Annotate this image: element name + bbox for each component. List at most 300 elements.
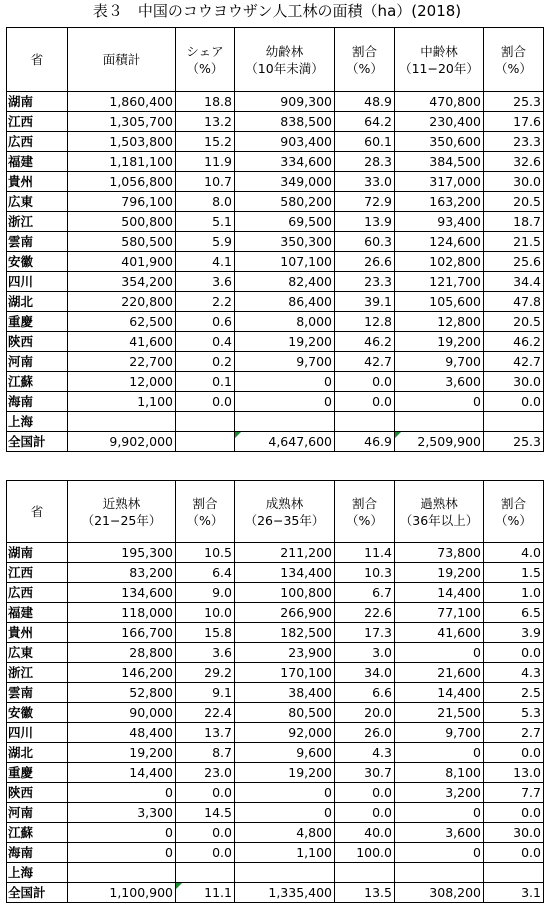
value-cell: 15.2 xyxy=(176,132,235,152)
value-cell: 28.3 xyxy=(335,152,395,172)
value-cell: 182,500 xyxy=(235,623,335,643)
table-row xyxy=(7,683,544,703)
province-cell: 雲南 xyxy=(7,683,68,703)
value-cell: 64.2 xyxy=(335,112,395,132)
province-cell: 陝西 xyxy=(7,783,68,803)
province-cell: 湖南 xyxy=(7,543,68,563)
value-cell: 100.0 xyxy=(335,843,395,863)
table-row xyxy=(7,603,544,623)
value-cell: 3.9 xyxy=(484,623,544,643)
value-cell: 796,100 xyxy=(68,192,176,212)
value-cell: 18.7 xyxy=(484,212,544,232)
value-cell: 163,200 xyxy=(395,192,484,212)
value-cell: 0.0 xyxy=(484,392,544,412)
value-cell: 19,200 xyxy=(395,563,484,583)
value-cell: 10.0 xyxy=(176,603,235,623)
province-cell: 重慶 xyxy=(7,763,68,783)
value-cell: 2,509,900 xyxy=(395,432,484,452)
column-header: 省 xyxy=(7,481,68,543)
value-cell: 34.4 xyxy=(484,272,544,292)
value-cell: 30.7 xyxy=(335,763,395,783)
value-cell: 25.3 xyxy=(484,432,544,452)
value-cell: 83,200 xyxy=(68,563,176,583)
table-row xyxy=(7,232,544,252)
table-row xyxy=(7,312,544,332)
value-cell: 8.0 xyxy=(176,192,235,212)
province-cell: 河南 xyxy=(7,803,68,823)
value-cell: 838,500 xyxy=(235,112,335,132)
value-cell: 1.5 xyxy=(484,563,544,583)
table-row xyxy=(7,412,544,432)
value-cell xyxy=(395,412,484,432)
value-cell xyxy=(176,412,235,432)
province-cell: 江西 xyxy=(7,563,68,583)
table-row xyxy=(7,92,544,112)
value-cell: 350,600 xyxy=(395,132,484,152)
column-header: 割合 （%） xyxy=(335,28,395,92)
table-row xyxy=(7,743,544,763)
value-cell: 86,400 xyxy=(235,292,335,312)
value-cell: 60.3 xyxy=(335,232,395,252)
value-cell: 0 xyxy=(395,843,484,863)
value-cell: 0.1 xyxy=(176,372,235,392)
value-cell: 1.0 xyxy=(484,583,544,603)
table-row xyxy=(7,132,544,152)
value-cell: 48,400 xyxy=(68,723,176,743)
province-cell: 上海 xyxy=(7,412,68,432)
table-row xyxy=(7,372,544,392)
value-cell: 124,600 xyxy=(395,232,484,252)
value-cell: 6.7 xyxy=(335,583,395,603)
value-cell: 1,100 xyxy=(235,843,335,863)
value-cell: 10.7 xyxy=(176,172,235,192)
value-cell: 1,100 xyxy=(68,392,176,412)
value-cell: 19,200 xyxy=(395,332,484,352)
table-row xyxy=(7,172,544,192)
value-cell: 1,860,400 xyxy=(68,92,176,112)
table-row xyxy=(7,623,544,643)
province-cell: 海南 xyxy=(7,392,68,412)
value-cell: 8,100 xyxy=(395,763,484,783)
province-cell: 上海 xyxy=(7,863,68,883)
value-cell: 9,700 xyxy=(235,352,335,372)
value-cell: 266,900 xyxy=(235,603,335,623)
value-cell: 500,800 xyxy=(68,212,176,232)
value-cell: 1,305,700 xyxy=(68,112,176,132)
column-header: 成熟林 （26−35年） xyxy=(235,481,335,543)
value-cell: 6.6 xyxy=(335,683,395,703)
value-cell: 39.1 xyxy=(335,292,395,312)
table-body xyxy=(7,92,544,452)
province-cell: 重慶 xyxy=(7,312,68,332)
value-cell: 0.0 xyxy=(335,803,395,823)
value-cell: 0 xyxy=(235,803,335,823)
value-cell: 1,335,400 xyxy=(235,883,335,903)
value-cell: 26.6 xyxy=(335,252,395,272)
table-row xyxy=(7,723,544,743)
value-cell: 92,000 xyxy=(235,723,335,743)
value-cell: 9,700 xyxy=(395,723,484,743)
value-cell: 18.8 xyxy=(176,92,235,112)
value-cell: 15.8 xyxy=(176,623,235,643)
header-row xyxy=(7,481,544,543)
province-cell: 浙江 xyxy=(7,212,68,232)
value-cell: 48.9 xyxy=(335,92,395,112)
value-cell: 134,400 xyxy=(235,563,335,583)
column-header: 幼齢林 （10年未満） xyxy=(235,28,335,92)
value-cell: 3.0 xyxy=(335,643,395,663)
value-cell: 0 xyxy=(395,803,484,823)
value-cell: 0.0 xyxy=(176,392,235,412)
value-cell: 21.5 xyxy=(484,232,544,252)
column-header: 近熟林 （21−25年） xyxy=(68,481,176,543)
province-cell: 江西 xyxy=(7,112,68,132)
value-cell: 0.0 xyxy=(176,823,235,843)
value-cell: 73,800 xyxy=(395,543,484,563)
value-cell xyxy=(335,863,395,883)
value-cell: 580,500 xyxy=(68,232,176,252)
value-cell: 46.9 xyxy=(335,432,395,452)
value-cell xyxy=(484,863,544,883)
table-row xyxy=(7,292,544,312)
value-cell: 69,500 xyxy=(235,212,335,232)
value-cell: 25.6 xyxy=(484,252,544,272)
value-cell: 19,200 xyxy=(235,332,335,352)
value-cell: 14,400 xyxy=(395,683,484,703)
value-cell: 1,100,900 xyxy=(68,883,176,903)
province-cell: 全国計 xyxy=(7,432,68,452)
province-cell: 江蘇 xyxy=(7,372,68,392)
value-cell: 8,000 xyxy=(235,312,335,332)
value-cell: 30.0 xyxy=(484,372,544,392)
value-cell: 0 xyxy=(235,372,335,392)
value-cell xyxy=(235,863,335,883)
value-cell: 0.0 xyxy=(335,392,395,412)
table-row xyxy=(7,763,544,783)
value-cell: 2.2 xyxy=(176,292,235,312)
value-cell: 7.7 xyxy=(484,783,544,803)
value-cell: 28,800 xyxy=(68,643,176,663)
province-cell: 福建 xyxy=(7,152,68,172)
value-cell: 0.0 xyxy=(335,783,395,803)
value-cell: 11.4 xyxy=(335,543,395,563)
value-cell: 17.3 xyxy=(335,623,395,643)
value-cell: 0.2 xyxy=(176,352,235,372)
table-body xyxy=(7,543,544,903)
value-cell: 23.0 xyxy=(176,763,235,783)
table-row xyxy=(7,823,544,843)
value-cell: 23,900 xyxy=(235,643,335,663)
value-cell: 903,400 xyxy=(235,132,335,152)
table-row xyxy=(7,432,544,452)
value-cell: 4,800 xyxy=(235,823,335,843)
table-title: 表３ 中国のコウヨウザン人工林の面積（ha）(2018) xyxy=(92,2,462,20)
column-header: 割合 （%） xyxy=(484,481,544,543)
value-cell: 29.2 xyxy=(176,663,235,683)
value-cell: 0.6 xyxy=(176,312,235,332)
value-cell: 93,400 xyxy=(395,212,484,232)
value-cell: 0.0 xyxy=(176,843,235,863)
table-row xyxy=(7,783,544,803)
value-cell: 0.4 xyxy=(176,332,235,352)
province-cell: 広西 xyxy=(7,583,68,603)
value-cell: 17.6 xyxy=(484,112,544,132)
value-cell: 580,200 xyxy=(235,192,335,212)
value-cell: 105,600 xyxy=(395,292,484,312)
table-row xyxy=(7,192,544,212)
value-cell: 41,600 xyxy=(68,332,176,352)
province-cell: 陝西 xyxy=(7,332,68,352)
value-cell: 354,200 xyxy=(68,272,176,292)
value-cell: 10.5 xyxy=(176,543,235,563)
value-cell: 9.0 xyxy=(176,583,235,603)
province-cell: 福建 xyxy=(7,603,68,623)
value-cell: 4.3 xyxy=(484,663,544,683)
table-row xyxy=(7,563,544,583)
value-cell: 4.0 xyxy=(484,543,544,563)
value-cell: 107,100 xyxy=(235,252,335,272)
province-cell: 広西 xyxy=(7,132,68,152)
value-cell: 33.0 xyxy=(335,172,395,192)
table-row xyxy=(7,643,544,663)
value-cell: 40.0 xyxy=(335,823,395,843)
value-cell: 42.7 xyxy=(335,352,395,372)
value-cell: 46.2 xyxy=(484,332,544,352)
value-cell: 0 xyxy=(395,743,484,763)
value-cell: 72.9 xyxy=(335,192,395,212)
value-cell: 3,600 xyxy=(395,823,484,843)
value-cell: 0 xyxy=(395,392,484,412)
table-row xyxy=(7,112,544,132)
value-cell: 9,600 xyxy=(235,743,335,763)
value-cell: 4,647,600 xyxy=(235,432,335,452)
value-cell: 10.3 xyxy=(335,563,395,583)
column-header: 中齢林 （11−20年） xyxy=(395,28,484,92)
value-cell: 2.5 xyxy=(484,683,544,703)
column-header: 割合 （%） xyxy=(176,481,235,543)
value-cell: 146,200 xyxy=(68,663,176,683)
value-cell: 12,800 xyxy=(395,312,484,332)
value-cell: 21,500 xyxy=(395,703,484,723)
column-header: 面積計 xyxy=(68,28,176,92)
province-cell: 湖南 xyxy=(7,92,68,112)
value-cell: 3.6 xyxy=(176,643,235,663)
value-cell xyxy=(484,412,544,432)
province-cell: 貴州 xyxy=(7,172,68,192)
value-cell: 121,700 xyxy=(395,272,484,292)
province-cell: 広東 xyxy=(7,192,68,212)
value-cell: 60.1 xyxy=(335,132,395,152)
value-cell: 42.7 xyxy=(484,352,544,372)
value-cell: 13.0 xyxy=(484,763,544,783)
value-cell: 23.3 xyxy=(335,272,395,292)
province-cell: 浙江 xyxy=(7,663,68,683)
value-cell: 211,200 xyxy=(235,543,335,563)
value-cell: 0 xyxy=(68,783,176,803)
value-cell: 909,300 xyxy=(235,92,335,112)
value-cell: 5.3 xyxy=(484,703,544,723)
value-cell: 6.5 xyxy=(484,603,544,623)
province-cell: 貴州 xyxy=(7,623,68,643)
value-cell: 14,400 xyxy=(68,763,176,783)
value-cell: 52,800 xyxy=(68,683,176,703)
value-cell: 0.0 xyxy=(484,803,544,823)
province-cell: 四川 xyxy=(7,272,68,292)
value-cell: 1,503,800 xyxy=(68,132,176,152)
value-cell: 82,400 xyxy=(235,272,335,292)
province-cell: 安徽 xyxy=(7,703,68,723)
table-row xyxy=(7,843,544,863)
value-cell: 166,700 xyxy=(68,623,176,643)
value-cell: 47.8 xyxy=(484,292,544,312)
province-cell: 江蘇 xyxy=(7,823,68,843)
table-row xyxy=(7,272,544,292)
value-cell: 118,000 xyxy=(68,603,176,623)
province-cell: 海南 xyxy=(7,843,68,863)
value-cell: 0 xyxy=(235,392,335,412)
value-cell: 11.9 xyxy=(176,152,235,172)
table-row xyxy=(7,392,544,412)
value-cell: 0 xyxy=(68,823,176,843)
value-cell: 9,700 xyxy=(395,352,484,372)
value-cell: 80,500 xyxy=(235,703,335,723)
value-cell: 30.0 xyxy=(484,172,544,192)
value-cell: 317,000 xyxy=(395,172,484,192)
value-cell: 100,800 xyxy=(235,583,335,603)
value-cell: 22.6 xyxy=(335,603,395,623)
value-cell: 12,000 xyxy=(68,372,176,392)
value-cell: 22.4 xyxy=(176,703,235,723)
value-cell xyxy=(395,863,484,883)
value-cell: 13.9 xyxy=(335,212,395,232)
value-cell: 0 xyxy=(395,643,484,663)
value-cell: 26.0 xyxy=(335,723,395,743)
table-row xyxy=(7,332,544,352)
province-cell: 広東 xyxy=(7,643,68,663)
table-row xyxy=(7,352,544,372)
value-cell xyxy=(68,412,176,432)
value-cell: 13.5 xyxy=(335,883,395,903)
value-cell: 0 xyxy=(68,843,176,863)
value-cell: 14.5 xyxy=(176,803,235,823)
value-cell: 20.5 xyxy=(484,312,544,332)
value-cell: 3,300 xyxy=(68,803,176,823)
value-cell: 102,800 xyxy=(395,252,484,272)
province-cell: 四川 xyxy=(7,723,68,743)
value-cell: 0.0 xyxy=(484,743,544,763)
value-cell: 3,200 xyxy=(395,783,484,803)
value-cell: 401,900 xyxy=(68,252,176,272)
value-cell: 470,800 xyxy=(395,92,484,112)
table-young-middle-forests xyxy=(6,27,544,452)
value-cell xyxy=(68,863,176,883)
value-cell: 20.0 xyxy=(335,703,395,723)
value-cell: 19,200 xyxy=(68,743,176,763)
table-row xyxy=(7,883,544,903)
value-cell: 14,400 xyxy=(395,583,484,603)
province-cell: 湖北 xyxy=(7,292,68,312)
value-cell: 134,600 xyxy=(68,583,176,603)
value-cell: 23.3 xyxy=(484,132,544,152)
value-cell: 3,600 xyxy=(395,372,484,392)
value-cell: 230,400 xyxy=(395,112,484,132)
value-cell: 308,200 xyxy=(395,883,484,903)
column-header: シェア （%） xyxy=(176,28,235,92)
value-cell: 41,600 xyxy=(395,623,484,643)
value-cell: 8.7 xyxy=(176,743,235,763)
table-row xyxy=(7,863,544,883)
value-cell: 0.0 xyxy=(335,372,395,392)
province-cell: 河南 xyxy=(7,352,68,372)
value-cell: 9.1 xyxy=(176,683,235,703)
value-cell: 6.4 xyxy=(176,563,235,583)
value-cell xyxy=(335,412,395,432)
value-cell: 1,181,100 xyxy=(68,152,176,172)
value-cell: 13.7 xyxy=(176,723,235,743)
value-cell xyxy=(235,412,335,432)
value-cell: 38,400 xyxy=(235,683,335,703)
table-row xyxy=(7,583,544,603)
table-row xyxy=(7,543,544,563)
value-cell: 170,100 xyxy=(235,663,335,683)
value-cell: 5.9 xyxy=(176,232,235,252)
value-cell: 384,500 xyxy=(395,152,484,172)
value-cell: 0 xyxy=(235,783,335,803)
table-row xyxy=(7,703,544,723)
value-cell: 30.0 xyxy=(484,823,544,843)
value-cell: 334,600 xyxy=(235,152,335,172)
value-cell: 20.5 xyxy=(484,192,544,212)
value-cell: 34.0 xyxy=(335,663,395,683)
value-cell: 5.1 xyxy=(176,212,235,232)
value-cell: 12.8 xyxy=(335,312,395,332)
value-cell: 3.6 xyxy=(176,272,235,292)
value-cell: 25.3 xyxy=(484,92,544,112)
column-header: 割合 （%） xyxy=(335,481,395,543)
table-row xyxy=(7,663,544,683)
value-cell: 62,500 xyxy=(68,312,176,332)
table-row xyxy=(7,212,544,232)
value-cell: 13.2 xyxy=(176,112,235,132)
value-cell: 0.0 xyxy=(484,843,544,863)
value-cell: 32.6 xyxy=(484,152,544,172)
table-row xyxy=(7,152,544,172)
header-row xyxy=(7,28,544,92)
value-cell: 77,100 xyxy=(395,603,484,623)
value-cell: 22,700 xyxy=(68,352,176,372)
column-header: 省 xyxy=(7,28,68,92)
value-cell: 350,300 xyxy=(235,232,335,252)
value-cell: 0.0 xyxy=(176,783,235,803)
value-cell: 19,200 xyxy=(235,763,335,783)
value-cell xyxy=(176,432,235,452)
value-cell: 3.1 xyxy=(484,883,544,903)
value-cell: 46.2 xyxy=(335,332,395,352)
value-cell: 220,800 xyxy=(68,292,176,312)
value-cell: 2.7 xyxy=(484,723,544,743)
value-cell: 4.1 xyxy=(176,252,235,272)
value-cell: 195,300 xyxy=(68,543,176,563)
table-mature-forests xyxy=(6,480,544,903)
value-cell xyxy=(176,863,235,883)
value-cell: 4.3 xyxy=(335,743,395,763)
province-cell: 雲南 xyxy=(7,232,68,252)
province-cell: 安徽 xyxy=(7,252,68,272)
column-header: 過熟林 （36年以上） xyxy=(395,481,484,543)
value-cell: 11.1 xyxy=(176,883,235,903)
value-cell: 90,000 xyxy=(68,703,176,723)
value-cell: 21,600 xyxy=(395,663,484,683)
